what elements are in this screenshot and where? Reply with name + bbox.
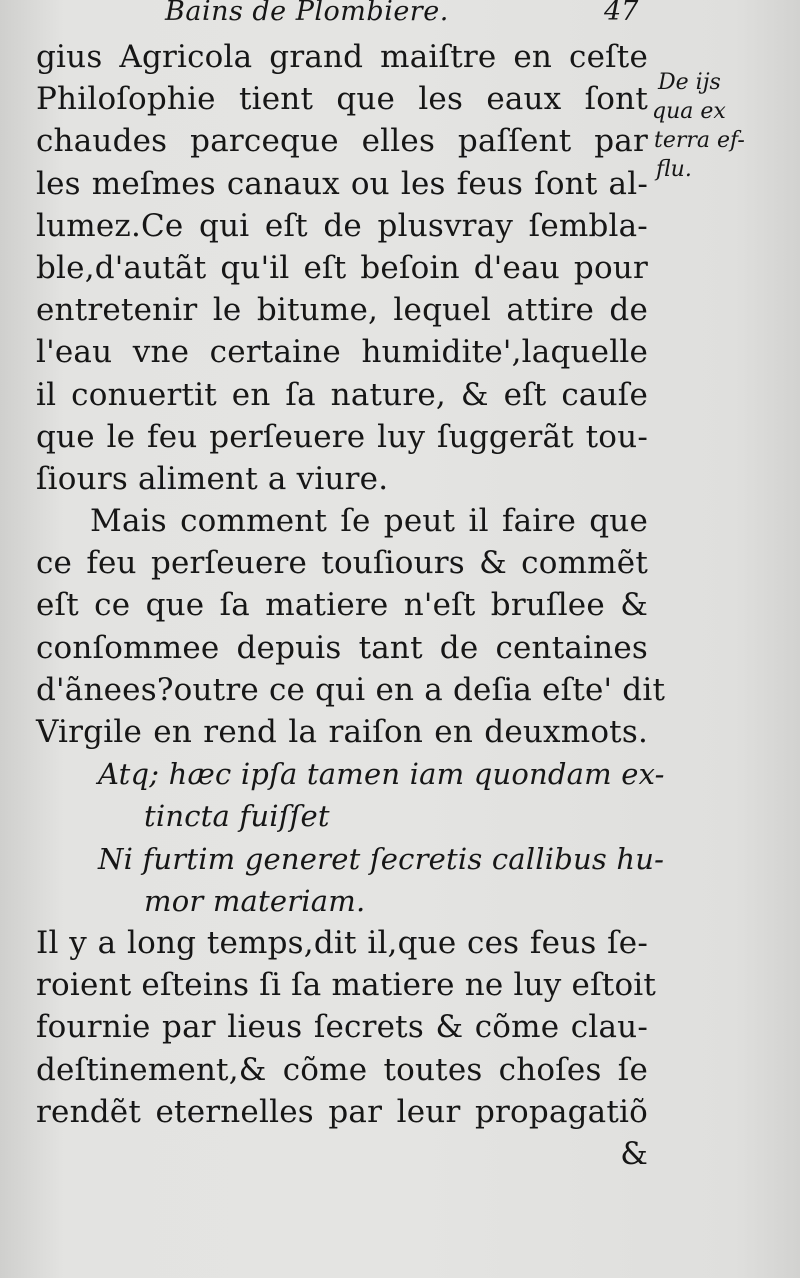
text-line: l'eau vne certaine humidite',laquelle: [36, 334, 648, 371]
margin-note-line: terra ef-: [654, 128, 745, 153]
text-line: d'ãnees?outre ce qui en a deſia eſte' dit: [36, 671, 666, 708]
text-line: fournie par lieus ſecrets & cõme clau-: [36, 1009, 648, 1046]
catchword: &: [620, 1135, 648, 1172]
text-line: ce feu perſeuere touſiours & commẽt: [36, 545, 648, 582]
verse-line: Ni furtim generet ſecretis callibus hu-: [98, 841, 665, 876]
page-header: [0, 0, 800, 32]
running-head: Bains de Plombiere.: [165, 0, 449, 27]
text-line: roient eſteins ſi ſa matiere ne luy eſtoit: [36, 967, 657, 1004]
verse-line: mor materiam.: [144, 883, 366, 918]
body-text: [36, 36, 666, 1175]
text-line: les meſmes canaux ou les feus ſont al-: [36, 165, 648, 202]
margin-note-line: De ijs: [658, 70, 721, 95]
margin-note-line: qua ex: [652, 99, 726, 124]
text-line: rendẽt eternelles par leur propagatiõ: [36, 1093, 648, 1130]
text-line: eſt ce que ſa matiere n'eſt bruſlee &: [36, 587, 648, 624]
text-line: entretenir le bitume, lequel attire de: [36, 292, 648, 329]
text-line: Mais comment ſe peut il faire que: [90, 503, 648, 540]
margin-note: [652, 68, 792, 184]
verse-line: Atq; hæc ipſa tamen iam quondam ex-: [98, 757, 665, 792]
text-line: deſtinement,& cõme toutes choſes ſe: [36, 1051, 648, 1088]
text-line: ble,d'autãt qu'il eſt beſoin d'eau pour: [36, 249, 648, 286]
text-line: Virgile en rend la raiſon en deuxmots.: [36, 714, 648, 750]
text-line: conſommee depuis tant de centaines: [36, 629, 648, 666]
verse-line: tincta fuiſſet: [144, 799, 330, 834]
margin-note-line: flu.: [656, 157, 692, 182]
text-line: il conuertit en ſa nature, & eſt cauſe: [36, 376, 648, 413]
text-line: gius Agricola grand maiſtre en ceſte: [36, 39, 648, 75]
text-line: Il y a long temps,dit il,que ces feus ſe-: [36, 924, 648, 961]
text-line: lumez.Ce qui eſt de plusvray ſembla-: [36, 207, 648, 244]
text-line: que le feu perſeuere luy ſuggerãt tou-: [36, 418, 648, 455]
text-line: chaudes parceque elles paſſent par: [36, 123, 648, 160]
text-line: ſiours aliment a viure.: [36, 460, 389, 497]
text-line: Philoſophie tient que les eaux ſont: [36, 81, 648, 118]
page-number: 47: [604, 0, 639, 27]
